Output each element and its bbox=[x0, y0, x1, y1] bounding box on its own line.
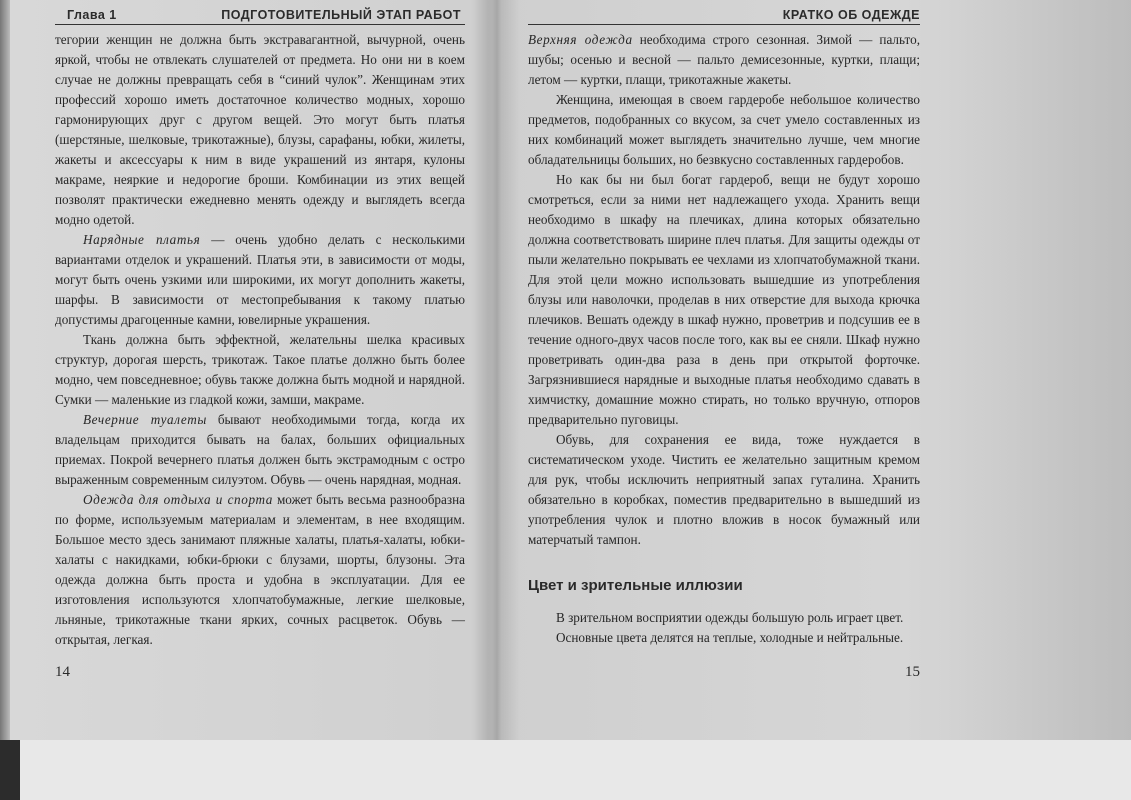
running-head-title-right: КРАТКО ОБ ОДЕЖДЕ bbox=[782, 8, 920, 22]
body-text-left bbox=[55, 30, 465, 650]
paragraph-text: может быть весьма разнообразна по форме, используемым материалам и элементам, в нее входящим. Большое место здесь занимают пляжные халаты, платья-халаты, юбки-халаты с накидками, юбки-брюки с блузами, шорты, блузоны. Эта одежда должна быть проста и удобна в эксплуатации. Для ее изготовления используются хлопчатобумажные, легкие шелковые, льняные, трикотажные ткани ярких, сочных расцветок. Обувь — открытая, легкая. bbox=[55, 492, 466, 647]
book-gutter bbox=[474, 0, 520, 740]
page-right bbox=[528, 0, 920, 740]
page-number-right: 15 bbox=[905, 664, 920, 680]
body-text-right bbox=[528, 30, 920, 648]
paragraph bbox=[55, 230, 465, 330]
page-left bbox=[55, 0, 465, 740]
header-rule-left bbox=[55, 24, 465, 25]
header-rule-right bbox=[528, 24, 920, 25]
running-head-left bbox=[55, 8, 465, 28]
running-head-title-left: ПОДГОТОВИТЕЛЬНЫЙ ЭТАП РАБОТ bbox=[221, 8, 461, 22]
paragraph bbox=[55, 410, 465, 490]
book-edge-left bbox=[0, 0, 10, 740]
scan-bed-strip bbox=[20, 732, 1131, 800]
page-shadow-right bbox=[950, 0, 1131, 740]
paragraph-text: — очень удобно делать с несколькими вариантами отделок и украшений. Платья эти, в зависимости от моды, могут быть очень узкими или широкими, их могут дополнить жакеты, шарфы. В зависимости от местопребывания к такому платью допустимы драгоценные камни, ювелирные украшения. bbox=[55, 232, 466, 327]
paragraph-lead-italic: Нарядные платья bbox=[83, 232, 201, 247]
paragraph-lead-italic: Одежда для отдыха и спорта bbox=[83, 492, 273, 507]
paragraph-lead-italic: Верхняя одежда bbox=[528, 32, 633, 47]
paragraph-text: бывают необходимыми тогда, когда их владельцам приходится бывать на балах, больших официальных приемах. Покрой вечернего платья должен быть экстрамодным с остро выраженным современным силуэтом. Обувь — очень нарядная, модная. bbox=[55, 412, 465, 487]
paragraph: Обувь, для сохранения ее вида, тоже нуждается в систематическом уходе. Чистить ее желательно защитным кремом для рук, чтобы исключить неприятный запах гуталина. Хранить обязательно в коробках, поместив предварительно в вышедший из употребления чулок и плотно вложив в носок бумажный или матерчатый тампон. bbox=[528, 432, 920, 547]
paragraph: Женщина, имеющая в своем гардеробе небольшое количество предметов, подобранных со вкусом, за счет умело составленных из них комбинаций может выглядеть значительно лучше, чем многие обладательницы больших, но безвкусно составленных гардеробов. bbox=[528, 92, 920, 167]
paragraph: Ткань должна быть эффектной, желательны шелка красивых структур, дорогая шерсть, трикотаж. Такое платье должно быть более модно, чем повседневное; обувь также должна быть модной и нарядной. Сумки — маленькие из гладкой кожи, замши, макраме. bbox=[55, 332, 465, 407]
page-number-left: 14 bbox=[55, 664, 70, 680]
paragraph: Основные цвета делятся на теплые, холодные и нейтральные. bbox=[556, 630, 904, 645]
paragraph-lead-italic: Вечерние туалеты bbox=[83, 412, 207, 427]
running-head-right bbox=[528, 8, 920, 28]
running-head-chapter: Глава 1 bbox=[67, 8, 117, 22]
section-heading: Цвет и зрительные иллюзии bbox=[528, 577, 743, 594]
paragraph-text: необходима строго сезонная. Зимой — пальто, шубы; осенью и весной — пальто демисезонные, куртки, плащи; летом — куртки, плащи, трикотажные жакеты. bbox=[528, 32, 920, 87]
paragraph: тегории женщин не должна быть экстравагантной, вычурной, очень яркой, чтобы не отвлекать слушателей от предмета. Но они ни в коем случае не должны превращать себя в “синий чулок”. Женщинам этих профессий хорошо иметь достаточное количество модных, хорошо гармонирующих друг с другом вещей. Это могут быть платья (шерстяные, шелковые, трикотажные), блузы, сарафаны, юбки, жилеты, жакеты и аксессуары к ним в виде украшений из янтаря, кулоны макраме, неяркие и недорогие броши. Комбинации из этих вещей позволят практически ежедневно менять одежду и выглядеть всегда модно одетой. bbox=[55, 32, 465, 227]
paragraph: В зрительном восприятии одежды большую роль играет цвет. bbox=[556, 610, 904, 625]
paragraph bbox=[528, 30, 920, 90]
paragraph: Но как бы ни был богат гардероб, вещи не будут хорошо смотреться, если за ними нет надлежащего ухода. Хранить вещи необходимо в шкафу на плечиках, длина которых обязательно должна соответствовать ширине плеч платья. Для защиты одежды от пыли желательно покрывать ее чехлами из хлопчатобумажной ткани. Для этой цели можно использовать вышедшие из употребления блузы или наволочки, проделав в них отверстие для выхода крючка плечиков. Вешать одежду в шкаф нужно, проветрив и подсушив ее в течение одного-двух часов после того, как вы ее сняли. Шкаф нужно проветривать один-два раза в день при открытой форточке. Загрязнившиеся нарядные и выходные платья необходимо сдавать в химчистку, домашние можно стирать, но только вручную, отпоров предварительно пуговицы. bbox=[528, 172, 920, 427]
paragraph bbox=[55, 490, 465, 650]
